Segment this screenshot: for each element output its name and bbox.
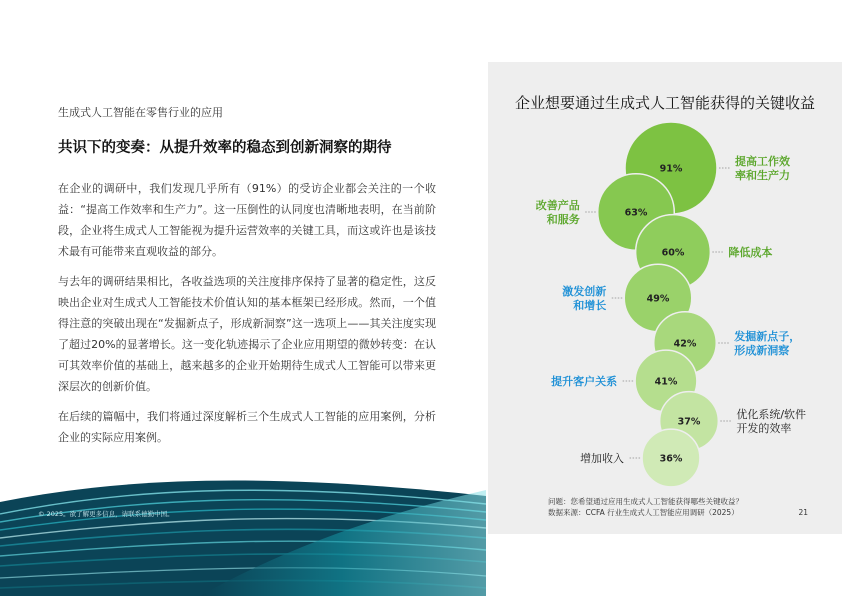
category-label-3 [728, 245, 772, 259]
category-label-line: 发掘新点子， [734, 330, 801, 343]
section-label: 生成式人工智能在零售行业的应用 [58, 106, 223, 119]
category-label-line: 形成新洞察 [734, 344, 790, 357]
bubble-value-6: 41% [654, 376, 678, 388]
paragraph-1: 在企业的调研中，我们发现几乎所有（91%）的受访企业都会关注的一个收益：“提高工作效率和生产力”。这一压倒性的认同度也清晰地表明，在当前阶段，企业将生成式人工智能视为提升运营效率的关键工具，而这或许也是该技术最有可能带来直观收益的部分。 [58, 182, 436, 258]
page-number: 21 [798, 508, 808, 517]
category-label-line: 优化系统/软件 [736, 408, 807, 421]
page-heading: 共识下的变奏：从提升效率的稳态到创新洞察的期待 [58, 140, 392, 156]
bubble-value-3: 60% [661, 247, 685, 259]
category-label-line: 率和生产力 [735, 169, 790, 182]
copyright-note: © 2025。欲了解更多信息，请联系德勤中国。 [38, 510, 174, 518]
category-label-line: 和服务 [546, 213, 580, 226]
category-label-line: 提高工作效 [735, 155, 790, 168]
category-label-line: 和增长 [573, 299, 607, 312]
category-label-line: 开发的效率 [736, 422, 792, 435]
decorative-wave [0, 440, 486, 596]
category-label-8 [580, 451, 624, 465]
chart-notes [548, 496, 743, 518]
body-text [58, 178, 436, 457]
category-label-line: 增加收入 [580, 452, 625, 465]
paragraph-2: 与去年的调研结果相比，各收益选项的关注度排序保持了显著的稳定性，这反映出企业对生成式人工智能技术价值认知的基本框架已经形成。然而，一个值得注意的突破出现在“发掘新点子，形成新洞察”这一选项上——其关注度实现了超过20%的显著增长。这一变化轨迹揭示了企业应用期望的微妙转变：在认可其效率价值的基础上，越来越多的企业开始期待生成式人工智能可以带来更深层次的创新价值。 [58, 275, 436, 393]
bubble-chart [488, 62, 842, 534]
bubble-8 [580, 429, 700, 487]
question-note: 问题：您希望通过应用生成式人工智能获得哪些关键收益？ [548, 497, 743, 506]
bubble-value-7: 37% [677, 416, 701, 428]
category-label-2 [536, 198, 580, 226]
bubble-value-1: 91% [659, 163, 683, 175]
category-label-line: 改善产品 [535, 199, 580, 212]
chart-panel [488, 62, 842, 534]
category-label-line: 降低成本 [728, 246, 773, 259]
category-label-1 [735, 154, 790, 182]
category-label-5 [733, 329, 800, 357]
bubble-value-8: 36% [659, 453, 683, 465]
paragraph-3: 在后续的篇幅中，我们将通过深度解析三个生成式人工智能的应用案例，分析企业的实际应用案例。 [58, 410, 436, 444]
bubble-value-5: 42% [673, 338, 697, 350]
category-label-line: 激发创新 [562, 285, 607, 298]
bubble-value-2: 63% [624, 207, 648, 219]
category-label-6 [551, 374, 617, 388]
category-label-line: 提升客户关系 [551, 375, 618, 388]
chart-title: 企业想要通过生成式人工智能获得的关键收益 [514, 94, 815, 112]
source-note: 数据来源：CCFA 行业生成式人工智能应用调研（2025） [548, 508, 739, 517]
category-label-7 [736, 407, 806, 435]
bubble-value-4: 49% [646, 293, 670, 305]
category-label-4 [561, 284, 606, 312]
